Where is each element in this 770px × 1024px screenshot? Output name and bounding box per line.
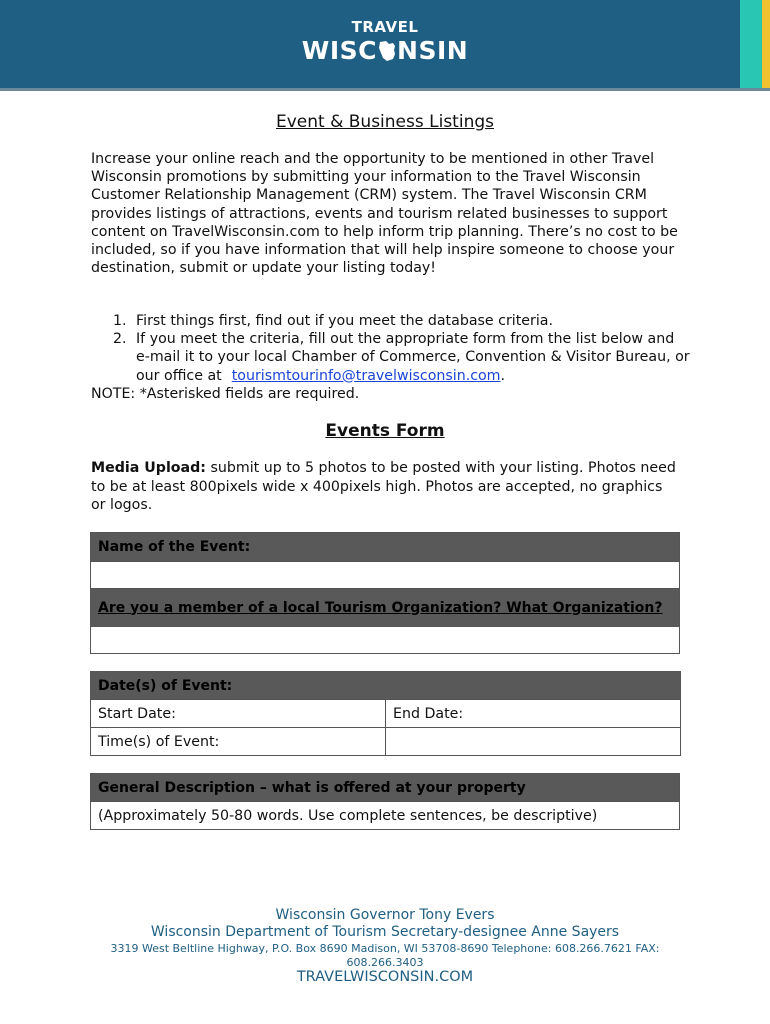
event-name-header: Name of the Event: bbox=[91, 533, 680, 562]
logo-travel-text: TRAVEL bbox=[351, 18, 419, 36]
list-item bbox=[91, 330, 691, 385]
intro-paragraph: Increase your online reach and the opportunity to be mentioned in other Travel Wisconsin promotions by submitting your information to the Travel Wisconsin Customer Relationship Management (CRM) system. The Travel Wisconsin CRM provides listings of attractions, events and tourism related businesses to support content on TravelWisconsin.com to help inform trip planning. There’s no cost to be included, so if you have information that will help inspire someone to choose your destination, submit or update your listing today! bbox=[91, 151, 678, 277]
media-upload-paragraph bbox=[91, 459, 681, 515]
event-dates-header: Date(s) of Event: bbox=[91, 672, 681, 700]
end-date-field[interactable]: End Date: bbox=[386, 700, 681, 728]
media-upload-label: Media Upload: bbox=[91, 460, 206, 476]
list-item bbox=[91, 312, 691, 330]
member-org-label: Are you a member of a local Tourism Organization? What Organization? bbox=[98, 599, 663, 616]
step-text: First things first, find out if you meet the database criteria. bbox=[136, 313, 553, 329]
description-header: General Description – what is offered at your property bbox=[91, 774, 680, 802]
event-times-field[interactable]: Time(s) of Event: bbox=[91, 728, 386, 756]
header-divider bbox=[0, 88, 770, 91]
footer-department: Wisconsin Department of Tourism Secretary-designee Anne Sayers bbox=[150, 924, 620, 940]
logo-wisconsin-right: NSIN bbox=[397, 36, 469, 65]
step-number: 1. bbox=[113, 313, 127, 329]
steps-list bbox=[91, 312, 691, 385]
media-upload-text: submit up to 5 photos to be posted with your listing. Photos need to be at least 800pixels wide x 400pixels high. Photos are accepted, no graphics or logos. bbox=[91, 460, 676, 513]
header-banner bbox=[0, 0, 770, 90]
event-dates-table bbox=[90, 671, 681, 756]
start-date-field[interactable]: Start Date: bbox=[91, 700, 386, 728]
step-suffix: . bbox=[500, 367, 506, 384]
member-org-field[interactable] bbox=[91, 627, 680, 654]
form-title: Events Form bbox=[325, 421, 445, 441]
page-title: Event & Business Listings bbox=[276, 112, 494, 132]
event-info-table bbox=[90, 532, 680, 654]
description-table bbox=[90, 773, 680, 830]
footer-governor: Wisconsin Governor Tony Evers bbox=[275, 907, 495, 923]
description-field[interactable]: (Approximately 50-80 words. Use complete sentences, be descriptive) bbox=[91, 802, 680, 830]
footer-address: 3319 West Beltline Highway, P.O. Box 8690 Madison, WI 53708-8690 Telephone: 608.266.7621 FAX: 608.266.3403 bbox=[110, 942, 660, 969]
logo-wisconsin bbox=[0, 36, 770, 65]
email-link[interactable]: tourismtourinfo@travelwisconsin.com bbox=[231, 367, 501, 384]
wisconsin-state-icon bbox=[377, 40, 397, 62]
logo-wisconsin-left: WISC bbox=[301, 36, 378, 65]
step-number: 2. bbox=[113, 331, 127, 348]
member-org-header bbox=[91, 589, 680, 627]
event-name-field[interactable] bbox=[91, 562, 680, 589]
step-text: If you meet the criteria, fill out the appropriate form from the list below and e-mail it to your local Chamber of Commerce, Convention & Visitor Bureau, or our office at bbox=[136, 331, 690, 384]
event-times-value[interactable] bbox=[386, 728, 681, 756]
footer-website-link[interactable]: TRAVELWISCONSIN.COM bbox=[296, 969, 474, 985]
required-note: NOTE: *Asterisked fields are required. bbox=[91, 386, 360, 402]
